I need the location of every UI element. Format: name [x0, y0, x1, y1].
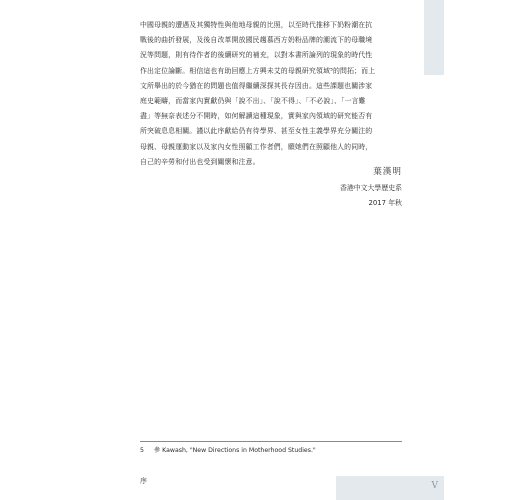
body-line: 中國母親的遭遇及其獨特性與他地母親的比照，以至時代推移下奶粉潮在抗 — [140, 21, 373, 29]
author-affiliation: 香港中文大學歷史系 — [339, 184, 402, 192]
body-line: 況等問題，則有待作者的後續研究的補充，以對本書所論列的現象的時代性 — [140, 51, 373, 60]
body-line: 戰後的曲折發展，及後自改革開放國民趨慕西方奶粉品牌的潮流下的母職境 — [140, 36, 373, 45]
footnote-divider — [140, 441, 402, 442]
body-line: 自己的辛勞和付出也受到關懷和注意。 — [140, 157, 260, 166]
running-footer-title: 序 — [140, 477, 147, 485]
body-line: 文所舉出的於今猶在的問題也值得繼續深探其長存因由。這些課題也關涉家 — [140, 81, 373, 90]
margin-tab-bottom — [336, 476, 444, 500]
author-name: 葉漢明 — [373, 167, 402, 177]
preface-body — [140, 18, 402, 170]
signature-date: 2017 年秋 — [368, 199, 402, 207]
footnote-text: 參 Kawash, "New Directions in Motherhood Studies." — [154, 447, 316, 454]
body-line: 母親、母親運動家以及家內女性照顧工作者們，願她們在照顧他人的同時， — [140, 142, 373, 151]
body-line: 盡」等無奈表述分不開時，如何解讀這種現象，實與家內領域的研究能否有 — [140, 112, 373, 121]
body-line: 作出定位論斷。相信這也有助回應上方興未艾的母親研究領域⁵的問拓；而上 — [140, 66, 376, 75]
body-line: 所突破息息相關。謹以此序獻給仍有待學界、甚至女性主義學界充分關注的 — [140, 127, 373, 136]
footnote-number: 5 — [140, 447, 144, 454]
body-line: 庭史範疇，而當家內實獻仍與「說不出」、「說不得」、「不必說」、「一言難 — [140, 97, 366, 106]
footnote — [140, 446, 402, 456]
signature-block — [202, 164, 402, 211]
margin-tab-top — [424, 0, 444, 75]
page-number-roman: V — [431, 481, 438, 491]
